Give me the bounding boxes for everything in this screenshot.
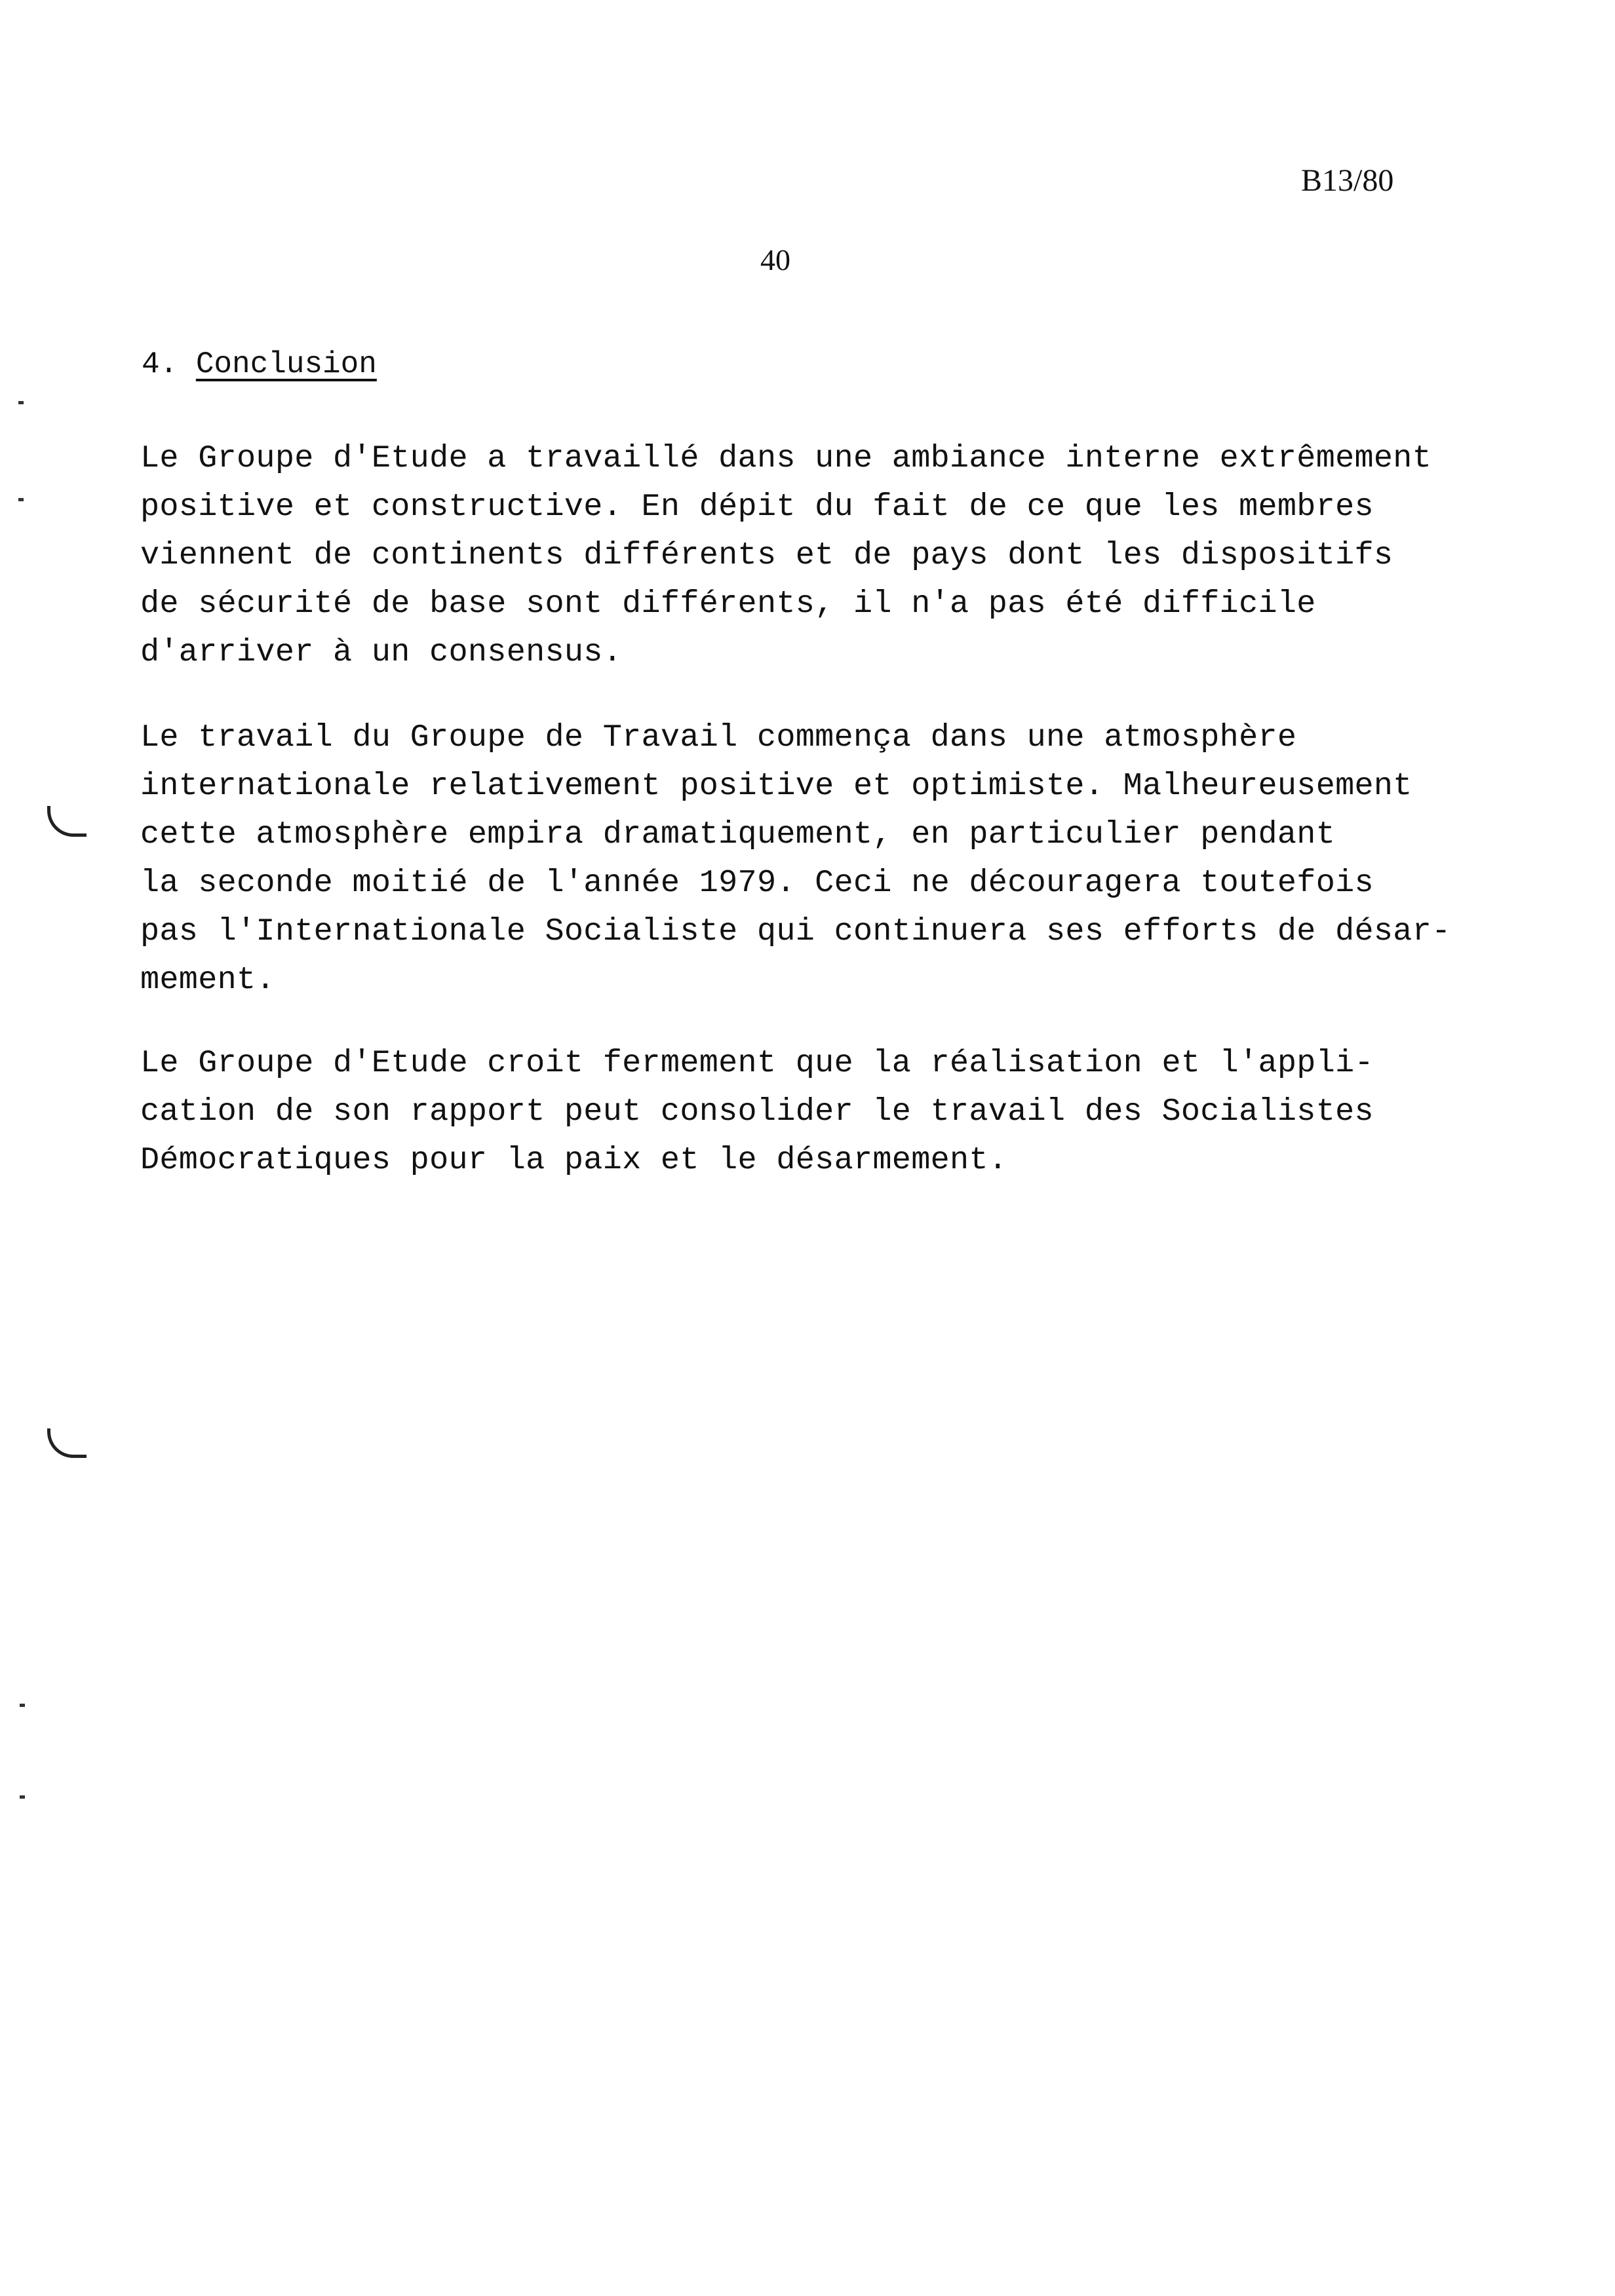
paragraph-2 (140, 714, 1451, 1004)
text-line: d'arriver à un consensus. (140, 634, 623, 670)
text-line: Le travail du Groupe de Travail commença dans une atmosphère (140, 719, 1297, 756)
text-line: cette atmosphère empira dramatiquement, en particulier pendant (140, 816, 1336, 852)
scan-speck (18, 401, 24, 404)
text-line: Le Groupe d'Etude croit fermement que la réalisation et l'appli- (140, 1045, 1374, 1081)
paragraph-3 (140, 1039, 1374, 1185)
paragraph-1 (140, 434, 1431, 677)
text-line: pas l'Internationale Socialiste qui continuera ses efforts de désar- (140, 913, 1451, 949)
text-line: internationale relativement positive et optimiste. Malheureusement (140, 768, 1412, 804)
binder-hole-mark (47, 1428, 87, 1458)
text-line: la seconde moitié de l'année 1979. Ceci ne découragera toutefois (140, 865, 1374, 901)
text-line: Le Groupe d'Etude a travaillé dans une ambiance interne extrêmement (140, 440, 1432, 476)
text-line: mement. (140, 962, 275, 998)
section-heading (142, 347, 377, 381)
text-line: viennent de continents différents et de pays dont les dispositifs (140, 537, 1393, 573)
text-line: de sécurité de base sont différents, il n'a pas été difficile (140, 586, 1316, 622)
section-number: 4. (142, 347, 178, 381)
scan-speck (18, 498, 24, 501)
page-number: 40 (760, 243, 790, 277)
binder-hole-mark (47, 806, 87, 837)
section-title: Conclusion (195, 347, 377, 381)
scan-speck (20, 1795, 25, 1799)
text-line: positive et constructive. En dépit du fait de ce que les membres (140, 489, 1374, 525)
scan-speck (20, 1704, 25, 1707)
text-line: Démocratiques pour la paix et le désarmement. (140, 1142, 1008, 1178)
document-reference: B13/80 (1301, 163, 1394, 198)
text-line: cation de son rapport peut consolider le travail des Socialistes (140, 1094, 1374, 1130)
